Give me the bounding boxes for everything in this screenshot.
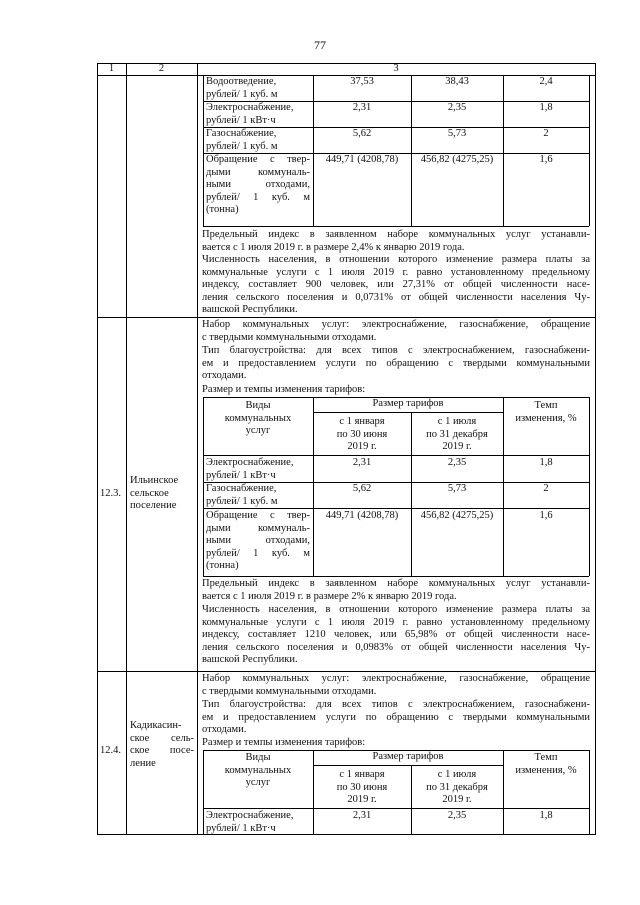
tariff-value: 456,82 (4275,25) — [420, 510, 494, 521]
tempo-value: 2,4 — [539, 76, 553, 87]
right-border — [595, 63, 596, 835]
tariff-value: 37,53 — [350, 76, 374, 87]
row-number: 12.3. — [100, 488, 121, 499]
improvement-text: Тип благоустройства: для всех типов с электроснабжением, газоснабжени- ем и предоставлением услуги по обращению с твердыми коммунальными отходами. — [202, 699, 590, 736]
improvement-text: Тип благоустройства: для всех типов с электроснабжением, газоснабжени- ем и предоставлением услуги по обращению с твердыми коммунальными отходами. — [202, 345, 590, 382]
tariff-value: 2,31 — [352, 102, 372, 113]
inner-vline — [203, 75, 204, 226]
header-tariff-size: Размер тарифов — [372, 751, 444, 762]
tariff-value: 5,73 — [447, 483, 467, 494]
inner-hline — [313, 412, 503, 413]
tariff-value: 2,35 — [447, 810, 467, 821]
left-border — [97, 63, 98, 835]
tariff-value: 5,62 — [352, 483, 372, 494]
tariff-value: 456,82 (4275,25) — [420, 154, 494, 165]
col2-col3-divider — [197, 63, 198, 835]
tariff-value: 2,35 — [447, 457, 467, 468]
col1-col2-divider — [126, 63, 127, 835]
header-tempo: Темп изменения, % — [515, 752, 577, 776]
limit-index-text: Предельный индекс в заявленном наборе коммунальных услуг устанавли- вается с 1 июля 2019 г. в размере 2,4% к январю 2019 года. — [202, 229, 590, 253]
table-bottom-border — [97, 834, 595, 835]
header-period-1: с 1 января по 30 июня 2019 г. — [336, 416, 388, 452]
block-12-4-top-border — [97, 671, 595, 672]
header-period-2: с 1 июля по 31 декабря 2019 г. — [426, 769, 488, 805]
inner-hline — [203, 808, 589, 809]
tariff-value: 5,62 — [352, 128, 372, 139]
table-row: Электроснабжение, рублей/ 1 кВт·ч — [206, 810, 294, 834]
tempo-value: 2 — [543, 128, 549, 139]
tempo-value: 1,8 — [539, 810, 553, 821]
header-col-2: 2 — [158, 63, 165, 74]
table-row: Газоснабжение, рублей/ 1 куб. м — [206, 483, 278, 507]
header-col-1: 1 — [108, 63, 115, 74]
inner-vline — [589, 397, 590, 576]
inner-hline — [203, 508, 589, 509]
tariff-value: 2,35 — [447, 102, 467, 113]
inner-vline — [589, 750, 590, 834]
row-number: 12.4. — [100, 745, 121, 756]
header-tariff-size: Размер тарифов — [372, 398, 444, 409]
table-row: Обращение с твер- дыми коммуналь- ными отходами, рублей/ 1 куб. м (тонна) — [206, 510, 310, 571]
inner-hline — [313, 765, 503, 766]
services-text: Набор коммунальных услуг: электроснабжение, газоснабжение, обращение с твердыми коммунальными отходами. — [202, 673, 590, 697]
table-row: Электроснабжение, рублей/ 1 кВт·ч — [206, 457, 294, 481]
inner-hline — [203, 455, 589, 456]
tariff-value: 2,31 — [352, 457, 372, 468]
tariff-value: 38,43 — [445, 76, 469, 87]
header-service-types: Виды коммунальных услуг — [224, 752, 292, 788]
header-tempo: Темп изменения, % — [515, 400, 577, 424]
block-12-3-top-border — [97, 317, 595, 318]
inner-vline — [411, 75, 412, 226]
services-text: Набор коммунальных услуг: электроснабжение, газоснабжение, обращение с твердыми коммунальными отходами. — [202, 319, 590, 343]
inner-hline — [203, 226, 589, 227]
limit-index-text: Предельный индекс в заявленном наборе коммунальных услуг устанавли- вается с 1 июля 2019 г. в размере 2% к январю 2019 года. — [202, 578, 590, 602]
tariff-value: 449,71 (4208,78) — [325, 154, 399, 165]
inner-vline — [503, 75, 504, 226]
tariff-heading: Размер и темпы изменения тарифов: — [202, 737, 366, 748]
population-text: Численность населения, в отношении которого изменение размера платы за коммунальные услуги с 1 июля 2019 г. равно установленному предельному индексу, составляет 1210 человек, или 65,98% от общей численности насе- ления сельского поселения и 0,0983% от общей численности населения Чу- вашской Республики. — [202, 604, 590, 666]
table-row: Электроснабжение, рублей/ 1 кВт·ч — [206, 102, 294, 126]
inner-hline — [203, 576, 589, 577]
tempo-value: 1,8 — [539, 102, 553, 113]
tempo-value: 1,6 — [539, 154, 553, 165]
header-period-1: с 1 января по 30 июня 2019 г. — [336, 769, 388, 805]
settlement-name: Ильинское сельское поселение — [130, 475, 179, 511]
tariff-value: 5,73 — [447, 128, 467, 139]
tariff-value: 449,71 (4208,78) — [325, 510, 399, 521]
settlement-name: Кадикасин- ское сель- ское посе- ление — [130, 720, 194, 769]
tempo-value: 1,6 — [539, 510, 553, 521]
tempo-value: 1,8 — [539, 457, 553, 468]
header-period-2: с 1 июля по 31 декабря 2019 г. — [426, 416, 488, 452]
header-service-types: Виды коммунальных услуг — [224, 400, 292, 436]
page-number: 77 — [314, 38, 326, 52]
header-col-3: 3 — [393, 63, 399, 74]
inner-vline — [313, 75, 314, 226]
table-row: Обращение с твер- дыми коммуналь- ными отходами, рублей/ 1 куб. м (тонна) — [206, 154, 310, 215]
tempo-value: 2 — [543, 483, 549, 494]
population-text: Численность населения, в отношении которого изменение размера платы за коммунальные услуги с 1 июля 2019 г. равно установленному предельному индексу, составляет 900 человек, или 27,31% от общей численности насе- ления сельского поселения и 0,0731% от общей численности населения Чу- вашской Республики. — [202, 254, 590, 316]
table-row: Газоснабжение, рублей/ 1 куб. м — [206, 128, 278, 152]
table-row: Водоотведение, рублей/ 1 куб. м — [206, 76, 278, 100]
inner-vline — [589, 75, 590, 226]
tariff-value: 2,31 — [352, 810, 372, 821]
tariff-heading: Размер и темпы изменения тарифов: — [202, 384, 366, 395]
